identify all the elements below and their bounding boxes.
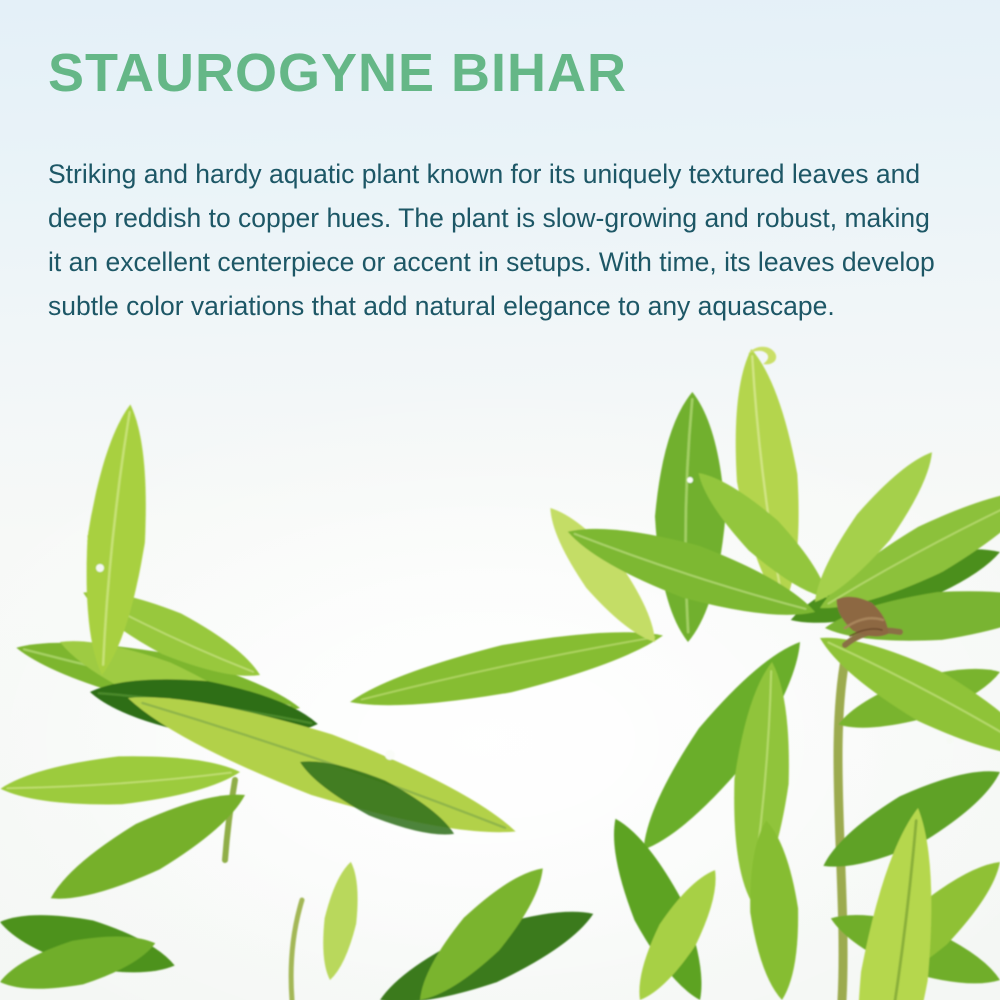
header xyxy=(48,43,628,103)
description-line: it an excellent centerpiece or accent in setups. With time, its leaves develop xyxy=(48,247,935,277)
description-line: Striking and hardy aquatic plant known for its uniquely textured leaves and xyxy=(48,159,921,189)
plant-photo-illustration xyxy=(0,340,1000,1000)
plant-photo xyxy=(0,340,1000,1000)
product-title: STAUROGYNE BIHAR xyxy=(48,43,628,103)
product-description xyxy=(48,152,978,328)
description-line: subtle color variations that add natural elegance to any aquascape. xyxy=(48,291,835,321)
description-line: deep reddish to copper hues. The plant is slow-growing and robust, making xyxy=(48,203,930,233)
